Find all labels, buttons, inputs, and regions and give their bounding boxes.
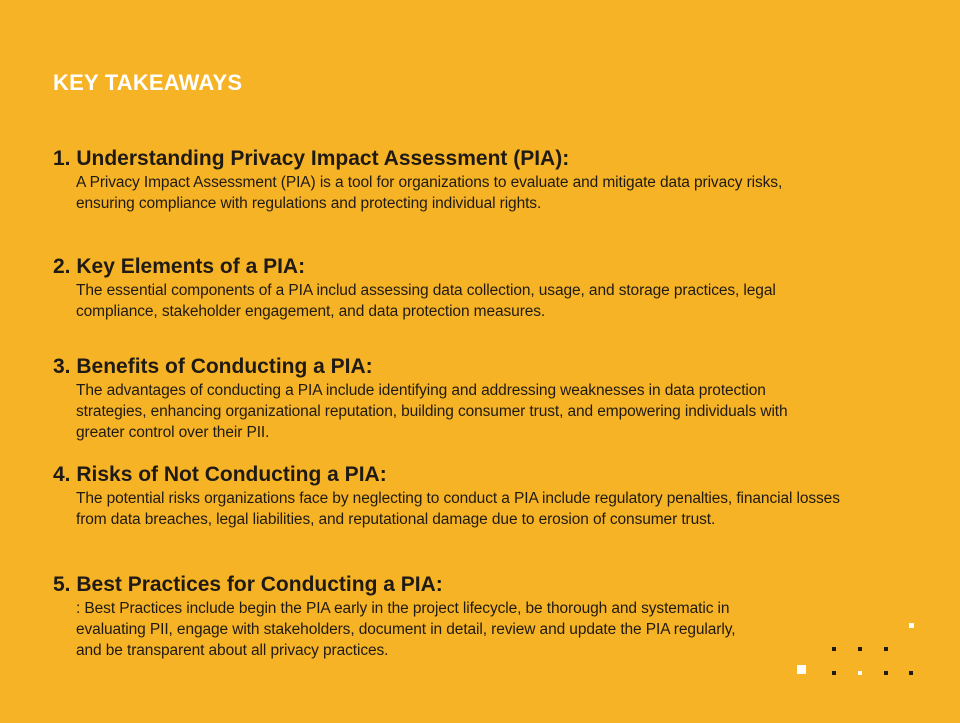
dot-row2-d <box>909 671 913 675</box>
takeaway-3-heading: 3. Benefits of Conducting a PIA: <box>53 355 373 378</box>
takeaway-4-heading: 4. Risks of Not Conducting a PIA: <box>53 463 387 486</box>
takeaway-3 <box>53 354 873 443</box>
dot-white-top <box>909 623 914 628</box>
takeaway-2 <box>53 254 873 322</box>
takeaway-2-body: The essential components of a PIA includ assessing data collection, usage, and storage practices, legal compliance, stakeholder engagement, and data protection measures. <box>76 282 776 320</box>
dot-row2-c <box>884 671 888 675</box>
dot-row1-b <box>858 647 862 651</box>
dot-row2-a <box>832 671 836 675</box>
dot-row1-a <box>832 647 836 651</box>
dot-row2-b <box>858 671 862 675</box>
takeaway-3-body: The advantages of conducting a PIA include identifying and addressing weaknesses in data protection strategies, enhancing organizational reputation, building consumer trust, and empowering individuals with greater control over their PII. <box>76 382 788 441</box>
dot-row1-c <box>884 647 888 651</box>
dot-white-large <box>797 665 806 674</box>
takeaway-5-heading: 5. Best Practices for Conducting a PIA: <box>53 573 443 596</box>
takeaway-2-heading: 2. Key Elements of a PIA: <box>53 255 306 278</box>
takeaway-4-body: The potential risks organizations face by neglecting to conduct a PIA include regulatory penalties, financial losses from data breaches, legal liabilities, and reputational damage due to erosion of consumer trust. <box>76 490 840 528</box>
takeaway-4 <box>53 462 873 530</box>
takeaway-1-heading: 1. Understanding Privacy Impact Assessment (PIA): <box>53 147 570 170</box>
takeaway-5-body: : Best Practices include begin the PIA early in the project lifecycle, be thorough and systematic in evaluating PII, engage with stakeholders, document in detail, review and update the PIA regularly, and be transparent about all privacy practices. <box>76 600 736 659</box>
takeaway-1 <box>53 146 873 214</box>
takeaway-5 <box>53 572 873 661</box>
takeaway-1-body: A Privacy Impact Assessment (PIA) is a tool for organizations to evaluate and mitigate data privacy risks, ensuring compliance with regulations and protecting individual rights. <box>76 174 783 212</box>
page-title: KEY TAKEAWAYS <box>53 70 243 95</box>
